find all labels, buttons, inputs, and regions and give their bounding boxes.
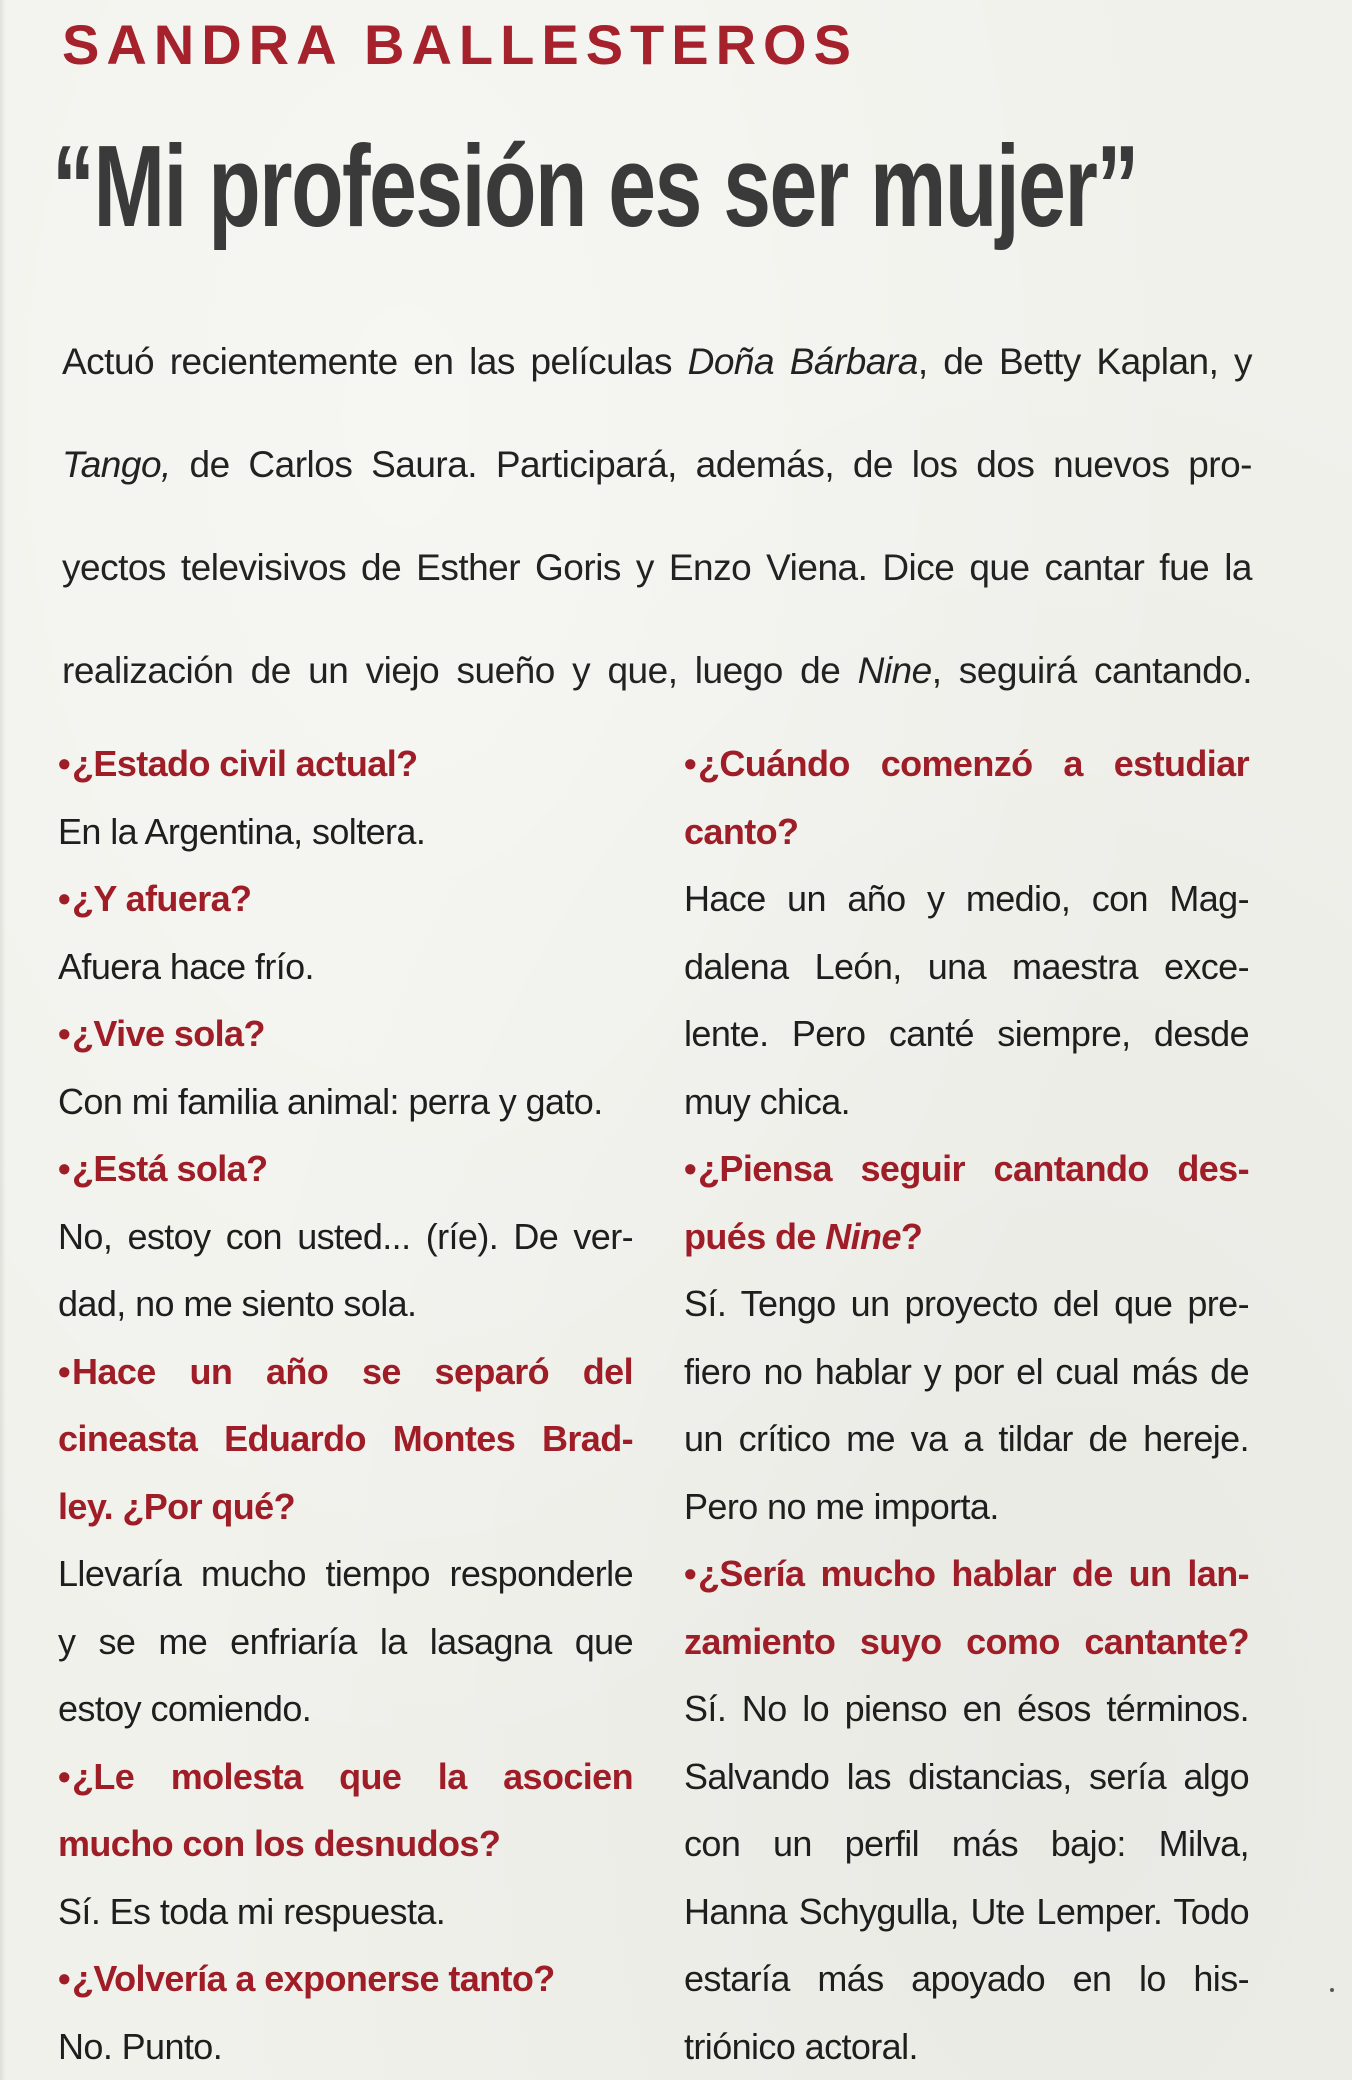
- answer: triónico actoral.: [684, 2025, 918, 2067]
- intro-line: [62, 413, 1252, 516]
- bullet: •: [58, 1755, 71, 1797]
- page-edge-shadow: [0, 0, 6, 2080]
- intro-line: [62, 619, 1252, 722]
- bullet: •: [58, 1013, 71, 1054]
- bullet: •: [58, 1958, 71, 1999]
- left-column: [58, 730, 633, 2080]
- bullet: •: [58, 743, 71, 784]
- answer: Hanna Schygulla, Ute Lemper. Todo: [684, 1890, 1249, 1932]
- question: [684, 1203, 1249, 1271]
- question: cineasta Eduardo Montes Brad-: [58, 1418, 633, 1459]
- question: [684, 1135, 1249, 1203]
- bullet: •: [684, 743, 697, 784]
- question: [684, 1540, 1249, 1608]
- bullet: •: [58, 878, 71, 919]
- question: [58, 1743, 633, 1811]
- question: [58, 865, 633, 933]
- answer: Hace un año y medio, con Mag-: [684, 878, 1249, 919]
- intro-text: de Carlos Saura. Participará, además, de los dos nuevos pro-: [170, 444, 1252, 485]
- question-text: pués de: [684, 1215, 826, 1257]
- question-text: ¿Cuándo comenzó a estudiar: [698, 743, 1249, 784]
- answer: Afuera hace frío.: [58, 945, 314, 987]
- question-text: Hace un año se separó del: [72, 1350, 633, 1392]
- answer: Sí. Es toda mi respuesta.: [58, 1890, 446, 1932]
- answer: Salvando las distancias, sería algo: [684, 1755, 1249, 1797]
- film-title: Nine: [857, 650, 932, 691]
- bullet: •: [684, 1553, 697, 1594]
- answer: Sí. No lo pienso en ésos términos.: [684, 1688, 1249, 1729]
- answer: un crítico me va a tildar de hereje.: [684, 1418, 1249, 1459]
- answer: No. Punto.: [58, 2025, 223, 2067]
- question: mucho con los desnudos?: [58, 1823, 501, 1864]
- answer: y se me enfriaría la lasagna que: [58, 1620, 633, 1662]
- question: zamiento suyo como cantante?: [684, 1620, 1249, 1662]
- answer: Pero no me importa.: [684, 1485, 999, 1527]
- question-text: ¿Y afuera?: [72, 878, 252, 919]
- intro-text: , seguirá cantando.: [931, 650, 1253, 691]
- question: [58, 1338, 633, 1406]
- answer: lente. Pero canté siempre, desde: [684, 1013, 1249, 1054]
- intro-text: Actuó recientemente en las películas: [62, 341, 688, 382]
- question: [58, 1945, 633, 2013]
- bullet: •: [58, 1148, 71, 1189]
- question: [58, 730, 633, 798]
- answer: fiero no hablar y por el cual más de: [684, 1350, 1249, 1392]
- bullet: •: [58, 1350, 71, 1392]
- answer: Con mi familia animal: perra y gato.: [58, 1080, 603, 1122]
- answer: estoy comiendo.: [58, 1688, 312, 1729]
- question: canto?: [684, 810, 799, 852]
- question-text: ¿Vive sola?: [72, 1013, 265, 1054]
- answer: dalena León, una maestra exce-: [684, 945, 1249, 987]
- right-column: [684, 730, 1249, 2080]
- intro-paragraph: [62, 310, 1252, 722]
- question-text: ¿Sería mucho hablar de un lan-: [698, 1553, 1249, 1594]
- answer: Llevaría mucho tiempo responderle: [58, 1553, 633, 1594]
- question: [58, 1000, 633, 1068]
- question-text: ?: [900, 1215, 923, 1257]
- question-text: ¿Estado civil actual?: [72, 743, 418, 784]
- answer: estaría más apoyado en lo his-: [684, 1958, 1249, 1999]
- answer: muy chica.: [684, 1080, 851, 1122]
- answer: Sí. Tengo un proyecto del que pre-: [684, 1283, 1249, 1324]
- bullet: •: [684, 1148, 697, 1189]
- intro-line: [62, 310, 1252, 413]
- answer: En la Argentina, soltera.: [58, 810, 426, 852]
- question: [58, 1135, 633, 1203]
- question-text: ¿Le molesta que la asocien: [72, 1755, 633, 1797]
- intro-text: realización de un viejo sueño y que, luego de: [62, 650, 858, 691]
- article-title: “Mi profesión es ser mujer”: [52, 121, 1138, 251]
- film-title: Doña Bárbara: [687, 341, 918, 382]
- interviewee-name: SANDRA BALLESTEROS: [62, 13, 858, 76]
- question: ley. ¿Por qué?: [58, 1485, 295, 1527]
- intro-line: yectos televisivos de Esther Goris y Enzo Viena. Dice que cantar fue la: [62, 547, 1252, 588]
- film-title: Tango,: [62, 444, 171, 485]
- intro-text: , de Betty Kaplan, y: [917, 341, 1253, 382]
- question: [684, 730, 1249, 798]
- question-text: ¿Piensa seguir cantando des-: [698, 1148, 1249, 1189]
- question-text: ¿Está sola?: [72, 1148, 268, 1189]
- answer: con un perfil más bajo: Milva,: [684, 1823, 1249, 1864]
- answer: dad, no me siento sola.: [58, 1283, 417, 1324]
- film-title: Nine: [825, 1215, 901, 1257]
- print-speck: [1330, 1988, 1334, 1992]
- answer: No, estoy con usted... (ríe). De ver-: [58, 1215, 633, 1257]
- question-text: ¿Volvería a exponerse tanto?: [72, 1958, 555, 1999]
